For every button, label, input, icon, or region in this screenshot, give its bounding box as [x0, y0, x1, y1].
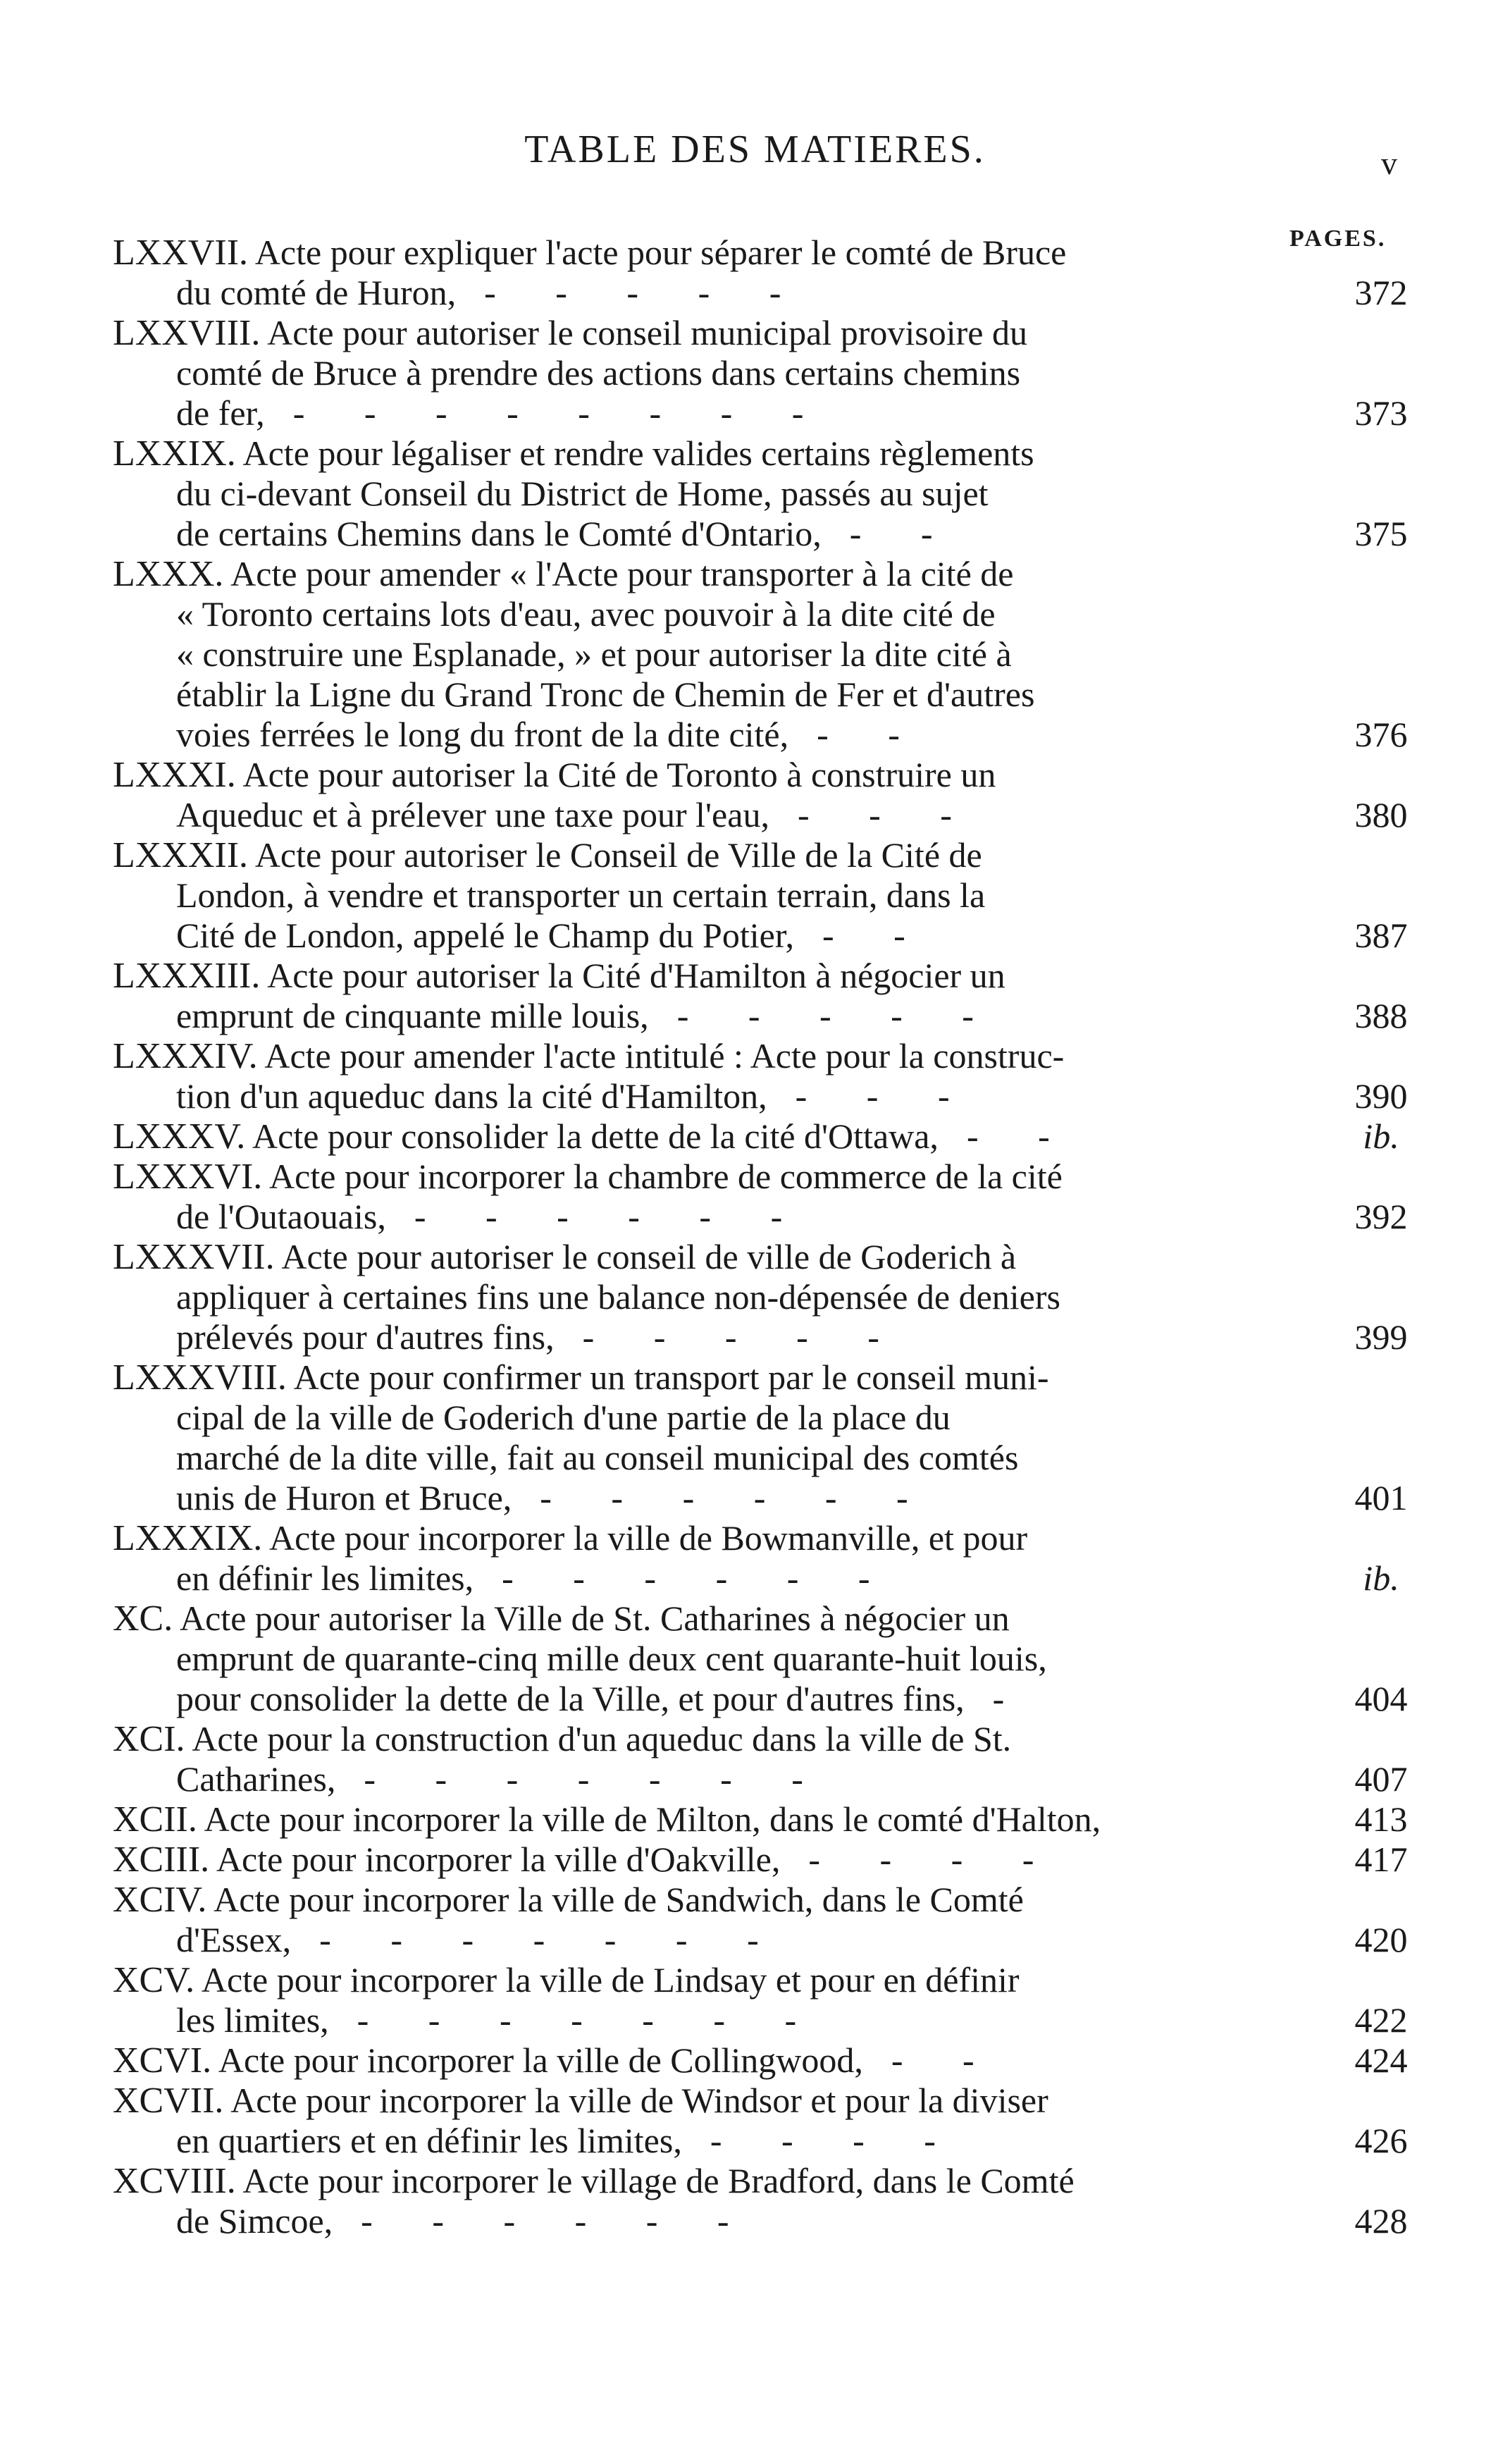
toc-entry-text: tion d'un aqueduc dans la cité d'Hamilton,	[176, 1076, 767, 1116]
toc-entry-text: Acte pour incorporer la ville de Collingwood,	[218, 2040, 863, 2080]
toc-entry-page: 420	[1354, 1920, 1408, 1959]
toc-entry-page: 387	[1354, 916, 1408, 955]
toc-entry-text: London, à vendre et transporter un certain terrain, dans la	[176, 875, 986, 915]
toc-entry-first-line	[70, 1960, 1289, 2000]
toc-entry	[70, 554, 1409, 755]
toc-entry-text: Acte pour incorporer la ville de Sandwich, dans le Comté	[213, 1880, 1024, 1919]
toc-entry-number: XCV.	[113, 1960, 195, 2000]
toc-entry-text: Acte pour autoriser le conseil de ville de Goderich à	[281, 1237, 1017, 1276]
toc-entry-number: LXXXIV.	[113, 1036, 258, 1076]
toc-entry-page: 380	[1354, 795, 1408, 834]
toc-entry-page: ib.	[1363, 1558, 1399, 1598]
page-number: v	[1381, 145, 1397, 181]
toc-entry-text: Acte pour autoriser le conseil municipal provisoire du	[267, 313, 1027, 352]
toc-entry-text: emprunt de quarante-cinq mille deux cent quarante-huit louis,	[176, 1639, 1047, 1678]
toc-entry-text: Acte pour autoriser la Cité d'Hamilton à négocier un	[267, 956, 1005, 995]
dot-leader: - - - - -	[582, 1317, 905, 1357]
toc-entry-number: XCVIII.	[113, 2161, 236, 2201]
toc-entry-first-line	[70, 313, 1289, 353]
toc-entry-text: du comté de Huron,	[176, 273, 457, 312]
toc-entry-first-line	[70, 2040, 1289, 2081]
toc-entry	[70, 1237, 1409, 1357]
toc-entry-page: 407	[1354, 1759, 1408, 1799]
toc-entry	[70, 956, 1409, 1036]
toc-entry-line	[70, 474, 1289, 514]
toc-entry-first-line	[70, 233, 1289, 273]
dot-leader: - - -	[797, 795, 977, 834]
dot-leader: - -	[891, 2040, 1000, 2080]
dot-leader: - - - - - - -	[364, 1759, 829, 1799]
toc-entry-text: Acte pour expliquer l'acte pour séparer le comté de Bruce	[254, 233, 1067, 272]
dot-leader: - - - - -	[484, 273, 807, 312]
toc-entry-text: prélevés pour d'autres fins,	[176, 1317, 555, 1357]
dot-leader: - - - - - - -	[319, 1920, 784, 1959]
toc-entry-text: comté de Bruce à prendre des actions dans certains chemins	[176, 353, 1021, 393]
toc-entry-line	[70, 715, 1289, 755]
toc-entry-text: Acte pour incorporer la ville de Windsor et pour la diviser	[230, 2081, 1048, 2120]
toc-entry-number: LXXXI.	[113, 755, 236, 795]
toc-entry-text: du ci-devant Conseil du District de Home, passés au sujet	[176, 474, 989, 513]
toc-entry-line	[70, 1317, 1289, 1357]
toc-entry-first-line	[70, 1237, 1289, 1277]
toc-entry-text: de fer,	[176, 393, 265, 433]
toc-entry-text: « construire une Esplanade, » et pour autoriser la dite cité à	[176, 634, 1012, 674]
toc-entry-page: 392	[1354, 1197, 1408, 1236]
toc-entry-line	[70, 1076, 1289, 1116]
toc-entry-text: Cité de London, appelé le Champ du Potier,	[176, 916, 794, 955]
toc-entry-text: Acte pour amender l'acte intitulé : Acte pour la construc-	[264, 1036, 1065, 1076]
toc-entry-text: Acte pour confirmer un transport par le conseil muni-	[293, 1357, 1049, 1397]
toc-entry	[70, 1799, 1409, 1840]
toc-entry-line	[70, 795, 1289, 835]
toc-entry-line	[70, 1197, 1289, 1237]
toc-entry-text: de Simcoe,	[176, 2201, 333, 2241]
toc-entry-line	[70, 996, 1289, 1036]
toc-entry	[70, 2161, 1409, 2241]
dot-leader: - - - - - -	[414, 1197, 808, 1236]
toc-entry	[70, 1880, 1409, 1960]
toc-entry-line	[70, 1639, 1289, 1679]
toc-entry-text: appliquer à certaines fins une balance non-dépensée de deniers	[176, 1277, 1060, 1317]
pages-column-label: PAGES.	[1289, 226, 1387, 252]
dot-leader: - -	[849, 514, 958, 553]
dot-leader: - -	[966, 1116, 1075, 1156]
toc-entry-text: de l'Outaouais,	[176, 1197, 386, 1236]
toc-entry-text: Acte pour autoriser le Conseil de Ville de la Cité de	[254, 835, 982, 875]
toc-entry-line	[70, 273, 1289, 313]
toc-entry-page: 375	[1354, 514, 1408, 553]
toc-entry-text: Acte pour incorporer la ville de Lindsay et pour en définir	[201, 1960, 1020, 2000]
toc-entry-first-line	[70, 835, 1289, 875]
toc-entry-first-line	[70, 433, 1289, 474]
toc-entry-page: 404	[1354, 1679, 1408, 1718]
toc-entry-page: 417	[1354, 1840, 1408, 1879]
toc-entry-text: marché de la dite ville, fait au conseil municipal des comtés	[176, 1438, 1019, 1477]
toc-entry-number: XC.	[113, 1598, 173, 1639]
toc-entry-text: Acte pour incorporer le village de Bradford, dans le Comté	[242, 2161, 1075, 2200]
toc-entry-first-line	[70, 1799, 1289, 1840]
toc-entry-line	[70, 916, 1289, 956]
toc-entry-line	[70, 1398, 1289, 1438]
toc-entry-text: Catharines,	[176, 1759, 336, 1799]
toc-entry-line	[70, 1478, 1289, 1518]
toc-entry-number: LXXXVI.	[113, 1157, 263, 1197]
toc-entry-number: LXXX.	[113, 554, 224, 594]
toc-entry-line	[70, 1277, 1289, 1317]
toc-entry	[70, 433, 1409, 554]
dot-leader: - - - - - -	[361, 2201, 755, 2241]
toc-entry-number: LXXXIII.	[113, 956, 261, 996]
toc-entry-page: 413	[1354, 1799, 1408, 1839]
dot-leader: - - -	[795, 1076, 975, 1116]
dot-leader: -	[992, 1679, 1030, 1718]
toc-entry-text: établir la Ligne du Grand Tronc de Chemin de Fer et d'autres	[176, 674, 1035, 714]
toc-entry-page: 390	[1354, 1076, 1408, 1116]
toc-entry-text: Aqueduc et à prélever une taxe pour l'eau,	[176, 795, 769, 834]
toc-entry-line	[70, 1438, 1289, 1478]
dot-leader: - - - -	[808, 1840, 1060, 1879]
toc-entry-number: XCI.	[113, 1719, 185, 1759]
toc-entry-text: Acte pour incorporer la ville de Milton, dans le comté d'Halton,	[204, 1799, 1101, 1839]
toc-entry-text: « Toronto certains lots d'eau, avec pouvoir à la dite cité de	[176, 594, 996, 634]
toc-entry	[70, 2040, 1409, 2081]
toc-entry-first-line	[70, 1157, 1289, 1197]
toc-entry-text: en quartiers et en définir les limites,	[176, 2121, 682, 2160]
toc-entry-first-line	[70, 2161, 1289, 2201]
toc-entry-text: Acte pour consolider la dette de la cité d'Ottawa,	[252, 1116, 939, 1156]
toc-entry	[70, 1157, 1409, 1237]
toc-entry-text: unis de Huron et Bruce,	[176, 1478, 512, 1517]
dot-leader: - - - - -	[676, 996, 999, 1035]
toc-entry-page: 399	[1354, 1317, 1408, 1357]
toc-entry-page: 424	[1354, 2040, 1408, 2080]
toc-entry	[70, 1116, 1409, 1157]
toc-entry-first-line	[70, 1840, 1289, 1880]
toc-entry-first-line	[70, 956, 1289, 996]
toc-entry-number: LXXIX.	[113, 433, 236, 474]
toc-entry-page: 376	[1354, 715, 1408, 754]
toc-entry	[70, 2081, 1409, 2161]
toc-entry-first-line	[70, 1036, 1289, 1076]
toc-entry-number: XCIII.	[113, 1840, 210, 1880]
toc-entry-page: 401	[1354, 1478, 1408, 1517]
toc-entry-line	[70, 1920, 1289, 1960]
toc-entry	[70, 755, 1409, 835]
toc-entry-line	[70, 393, 1289, 433]
toc-entry-first-line	[70, 1116, 1289, 1157]
toc-entry	[70, 313, 1409, 433]
toc-entry-first-line	[70, 2081, 1289, 2121]
toc-entry-number: LXXXII.	[113, 835, 249, 875]
toc-entry-page: 373	[1354, 393, 1408, 433]
toc-entry	[70, 1036, 1409, 1116]
toc-entry-text: Acte pour autoriser la Ville de St. Catharines à négocier un	[180, 1598, 1010, 1638]
toc-entry-line	[70, 594, 1289, 634]
toc-entry-number: XCVI.	[113, 2040, 212, 2081]
toc-entry-number: XCVII.	[113, 2081, 224, 2121]
toc-entry-number: LXXVIII.	[113, 313, 261, 353]
toc-entry	[70, 1598, 1409, 1719]
toc-entry-text: Acte pour incorporer la ville d'Oakville,	[216, 1840, 781, 1879]
toc-entry-page: 422	[1354, 2000, 1408, 2040]
toc-entry-first-line	[70, 755, 1289, 795]
toc-entry	[70, 1357, 1409, 1518]
dot-leader: - - - -	[710, 2121, 961, 2160]
toc-entry-number: XCII.	[113, 1799, 197, 1840]
toc-entry-text: Acte pour la construction d'un aqueduc dans la ville de St.	[192, 1719, 1012, 1758]
toc-entry-first-line	[70, 1518, 1289, 1558]
toc-entry-number: LXXXVIII.	[113, 1357, 287, 1398]
toc-entry-line	[70, 353, 1289, 393]
toc-entry	[70, 1719, 1409, 1799]
toc-entry-line	[70, 2000, 1289, 2040]
toc-entry-first-line	[70, 1357, 1289, 1398]
toc-entry-number: LXXXV.	[113, 1116, 246, 1157]
toc-entry-text: Acte pour incorporer la ville de Bowmanville, et pour	[269, 1518, 1028, 1558]
toc-entry-text: Acte pour légaliser et rendre valides certains règlements	[242, 433, 1034, 473]
toc-entry-text: emprunt de cinquante mille louis,	[176, 996, 649, 1035]
toc-entry-page: 372	[1354, 273, 1408, 312]
toc-entry	[70, 1840, 1409, 1880]
toc-entry-page: 388	[1354, 996, 1408, 1035]
toc-entry-text: en définir les limites,	[176, 1558, 474, 1598]
toc-entry-number: LXXXVII.	[113, 1237, 275, 1277]
toc-entry-line	[70, 1558, 1289, 1598]
toc-entry-text: Acte pour autoriser la Cité de Toronto à construire un	[242, 755, 996, 794]
toc-entry-text: cipal de la ville de Goderich d'une partie de la place du	[176, 1398, 951, 1437]
toc-entry-line	[70, 1759, 1289, 1799]
toc-entry-line	[70, 2121, 1289, 2161]
toc-entry-text: Acte pour amender « l'Acte pour transporter à la cité de	[230, 554, 1014, 593]
toc-entry-number: LXXXIX.	[113, 1518, 263, 1558]
toc-entry-page: 426	[1354, 2121, 1408, 2160]
table-of-contents	[70, 233, 1409, 2241]
toc-entry-text: les limites,	[176, 2000, 329, 2040]
toc-entry-text: de certains Chemins dans le Comté d'Ontario,	[176, 514, 822, 553]
toc-entry-line	[70, 674, 1289, 715]
toc-entry-line	[70, 514, 1289, 554]
toc-entry	[70, 835, 1409, 956]
dot-leader: - -	[822, 916, 931, 955]
toc-entry-text: voies ferrées le long du front de la dite cité,	[176, 715, 789, 754]
toc-entry-text: d'Essex,	[176, 1920, 292, 1959]
dot-leader: - - - - - -	[502, 1558, 896, 1598]
toc-entry-number: XCIV.	[113, 1880, 207, 1920]
toc-entry	[70, 233, 1409, 313]
toc-entry-line	[70, 2201, 1289, 2241]
toc-entry-text: pour consolider la dette de la Ville, et pour d'autres fins,	[176, 1679, 965, 1718]
toc-entry-line	[70, 634, 1289, 674]
toc-entry	[70, 1960, 1409, 2040]
toc-entry-text: Acte pour incorporer la chambre de commerce de la cité	[269, 1157, 1063, 1196]
toc-entry-first-line	[70, 554, 1289, 594]
toc-entry-first-line	[70, 1880, 1289, 1920]
toc-entry-page: 428	[1354, 2201, 1408, 2241]
dot-leader: - - - - - -	[540, 1478, 934, 1517]
toc-entry	[70, 1518, 1409, 1598]
toc-entry-line	[70, 875, 1289, 916]
toc-entry-page: ib.	[1363, 1116, 1399, 1156]
dot-leader: - -	[817, 715, 925, 754]
toc-entry-line	[70, 1679, 1289, 1719]
page-title: TABLE DES MATIERES.	[524, 128, 986, 171]
dot-leader: - - - - - - -	[357, 2000, 822, 2040]
toc-entry-number: LXXVII.	[113, 233, 249, 273]
dot-leader: - - - - - - - -	[292, 393, 829, 433]
toc-entry-first-line	[70, 1719, 1289, 1759]
toc-entry-first-line	[70, 1598, 1289, 1639]
